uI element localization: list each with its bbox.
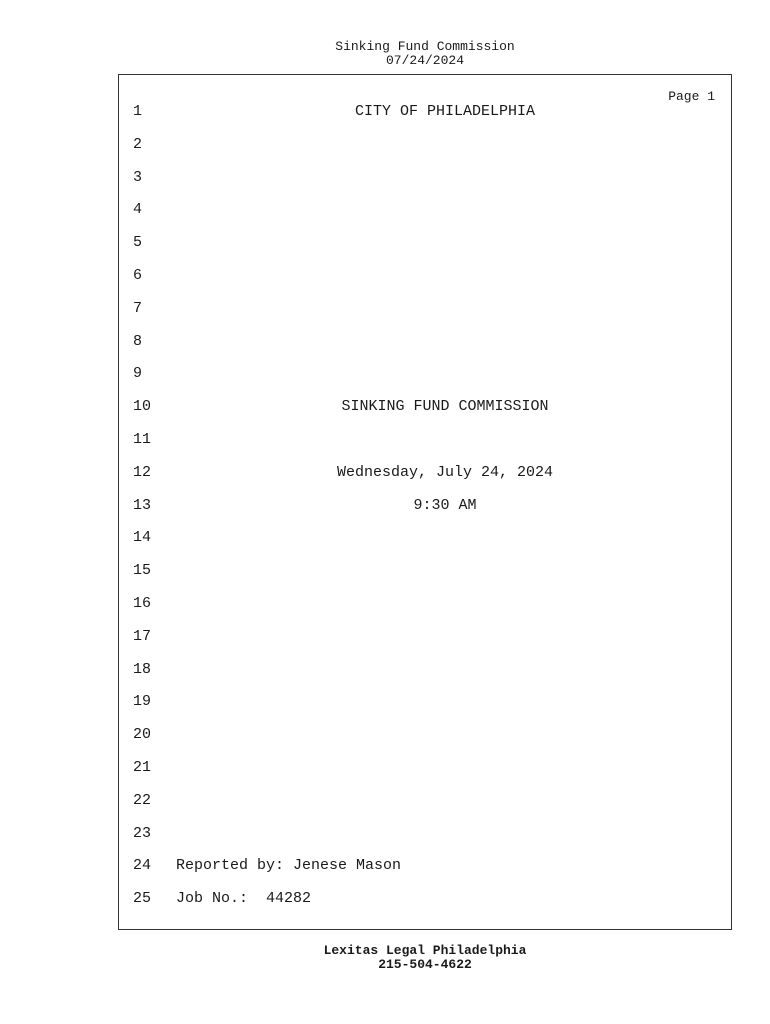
line-number: 16 <box>133 595 152 612</box>
line-number: 4 <box>133 201 143 219</box>
line-number: 3 <box>133 168 143 186</box>
transcript-header <box>0 40 770 68</box>
line-number: 17 <box>133 627 152 645</box>
transcript-line <box>119 200 731 220</box>
transcript-line <box>119 496 731 516</box>
transcript-line <box>119 660 731 680</box>
transcript-line <box>119 627 731 647</box>
transcript-line <box>119 397 731 417</box>
line-number: 13 <box>133 496 152 514</box>
footer-company: Lexitas Legal Philadelphia <box>323 943 527 958</box>
transcript-line <box>119 299 731 319</box>
line-number: 25 <box>133 890 152 908</box>
line-text: SINKING FUND COMMISSION <box>341 398 549 416</box>
transcript-line <box>119 725 731 745</box>
line-text: CITY OF PHILADELPHIA <box>354 103 536 120</box>
line-text: Job No.: 44282 <box>176 890 312 908</box>
line-number: 14 <box>133 529 152 547</box>
line-number: 18 <box>133 660 152 678</box>
transcript-line <box>119 266 731 286</box>
transcript-line <box>119 594 731 614</box>
line-number: 12 <box>133 463 152 481</box>
line-number: 20 <box>133 726 152 744</box>
transcript-line <box>119 135 731 155</box>
header-date: 07/24/2024 <box>385 53 464 68</box>
line-text: Reported by: Jenese Mason <box>176 857 402 875</box>
transcript-line <box>119 889 731 909</box>
line-number: 19 <box>133 693 152 711</box>
transcript-line <box>119 463 731 483</box>
transcript-line <box>119 233 731 253</box>
header-title: Sinking Fund Commission <box>335 39 515 54</box>
transcript-line <box>119 824 731 844</box>
transcript-footer <box>0 944 770 972</box>
transcript-line <box>119 364 731 384</box>
transcript-line <box>119 168 731 188</box>
line-number: 6 <box>133 267 143 284</box>
line-text: Wednesday, July 24, 2024 <box>336 463 554 481</box>
transcript-line <box>119 791 731 811</box>
transcript-page-frame <box>118 74 732 930</box>
transcript-line <box>119 528 731 548</box>
transcript-line <box>119 102 731 122</box>
transcript-line <box>119 561 731 581</box>
line-number: 24 <box>133 857 152 875</box>
transcript-line <box>119 430 731 450</box>
transcript-line <box>119 856 731 876</box>
line-number: 9 <box>133 365 143 383</box>
line-number: 1 <box>133 103 143 120</box>
line-number: 8 <box>133 332 143 350</box>
page-number: Page 1 <box>668 89 715 104</box>
line-number: 21 <box>133 759 152 776</box>
line-number: 2 <box>133 135 143 153</box>
transcript-line <box>119 692 731 712</box>
transcript-line <box>119 332 731 352</box>
line-text: 9:30 AM <box>413 496 477 514</box>
line-number: 22 <box>133 791 152 809</box>
transcript-line <box>119 758 731 778</box>
line-number: 15 <box>133 562 152 580</box>
line-number: 23 <box>133 824 152 842</box>
line-number: 7 <box>133 299 143 317</box>
line-number: 5 <box>133 234 143 252</box>
line-number: 11 <box>133 431 152 448</box>
line-number: 10 <box>133 398 152 416</box>
footer-phone: 215-504-4622 <box>378 957 472 972</box>
